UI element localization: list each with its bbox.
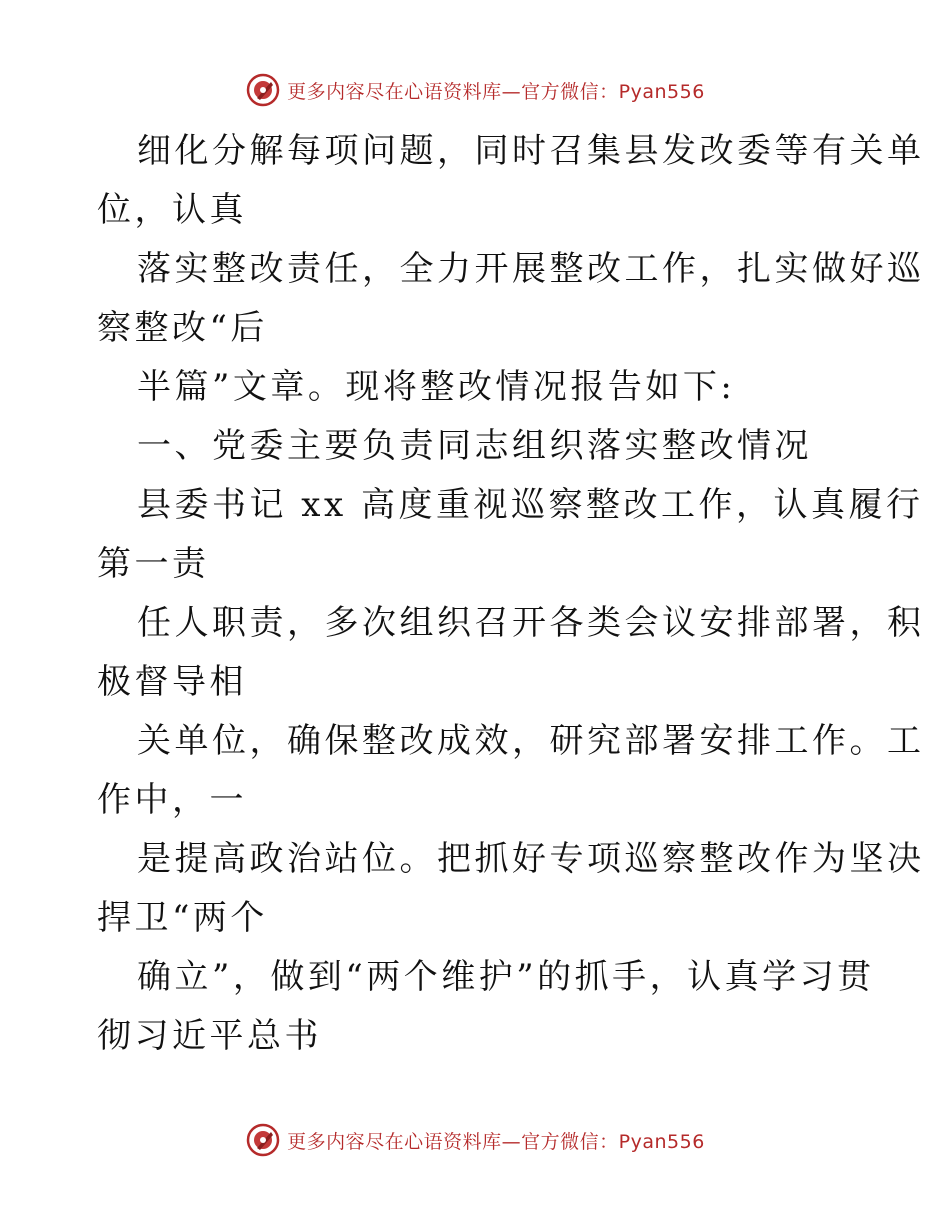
text-line: 第一责 [97,544,210,584]
text-line: 察整改“后 [97,308,268,348]
text-line: 半篇”文章。现将整改情况报告如下: [137,367,736,407]
text-line: 一、党委主要负责同志组织落实整改情况 [137,426,812,466]
document-body [97,122,925,1066]
text-line: 县委书记 xx 高度重视巡察整改工作，认真履行 [137,485,924,525]
watermark-text: 更多内容尽在心语资料库—官方微信：Pyan556 [287,1130,705,1153]
text-line: 捍卫“两个 [97,898,268,938]
text-line: 关单位，确保整改成效，研究部署安排工作。工 [137,721,925,761]
footer-watermark [0,1120,950,1160]
text-line: 极督导相 [97,662,247,702]
brand-logo-icon [245,72,281,108]
text-line: 落实整改责任，全力开展整改工作，扎实做好巡 [137,249,925,289]
text-line: 是提高政治站位。把抓好专项巡察整改作为坚决 [137,839,925,879]
text-line: 任人职责，多次组织召开各类会议安排部署，积 [137,603,925,643]
text-line: 彻习近平总书 [97,1016,322,1056]
text-line: 位，认真 [97,190,247,230]
text-line: 作中，一 [97,780,247,820]
text-line: 确立”，做到“两个维护”的抓手，认真学习贯 [137,957,875,997]
header-watermark [0,70,950,110]
brand-logo-icon [245,1122,281,1158]
text-line: 细化分解每项问题，同时召集县发改委等有关单 [137,131,925,171]
watermark-text: 更多内容尽在心语资料库—官方微信：Pyan556 [287,80,705,103]
